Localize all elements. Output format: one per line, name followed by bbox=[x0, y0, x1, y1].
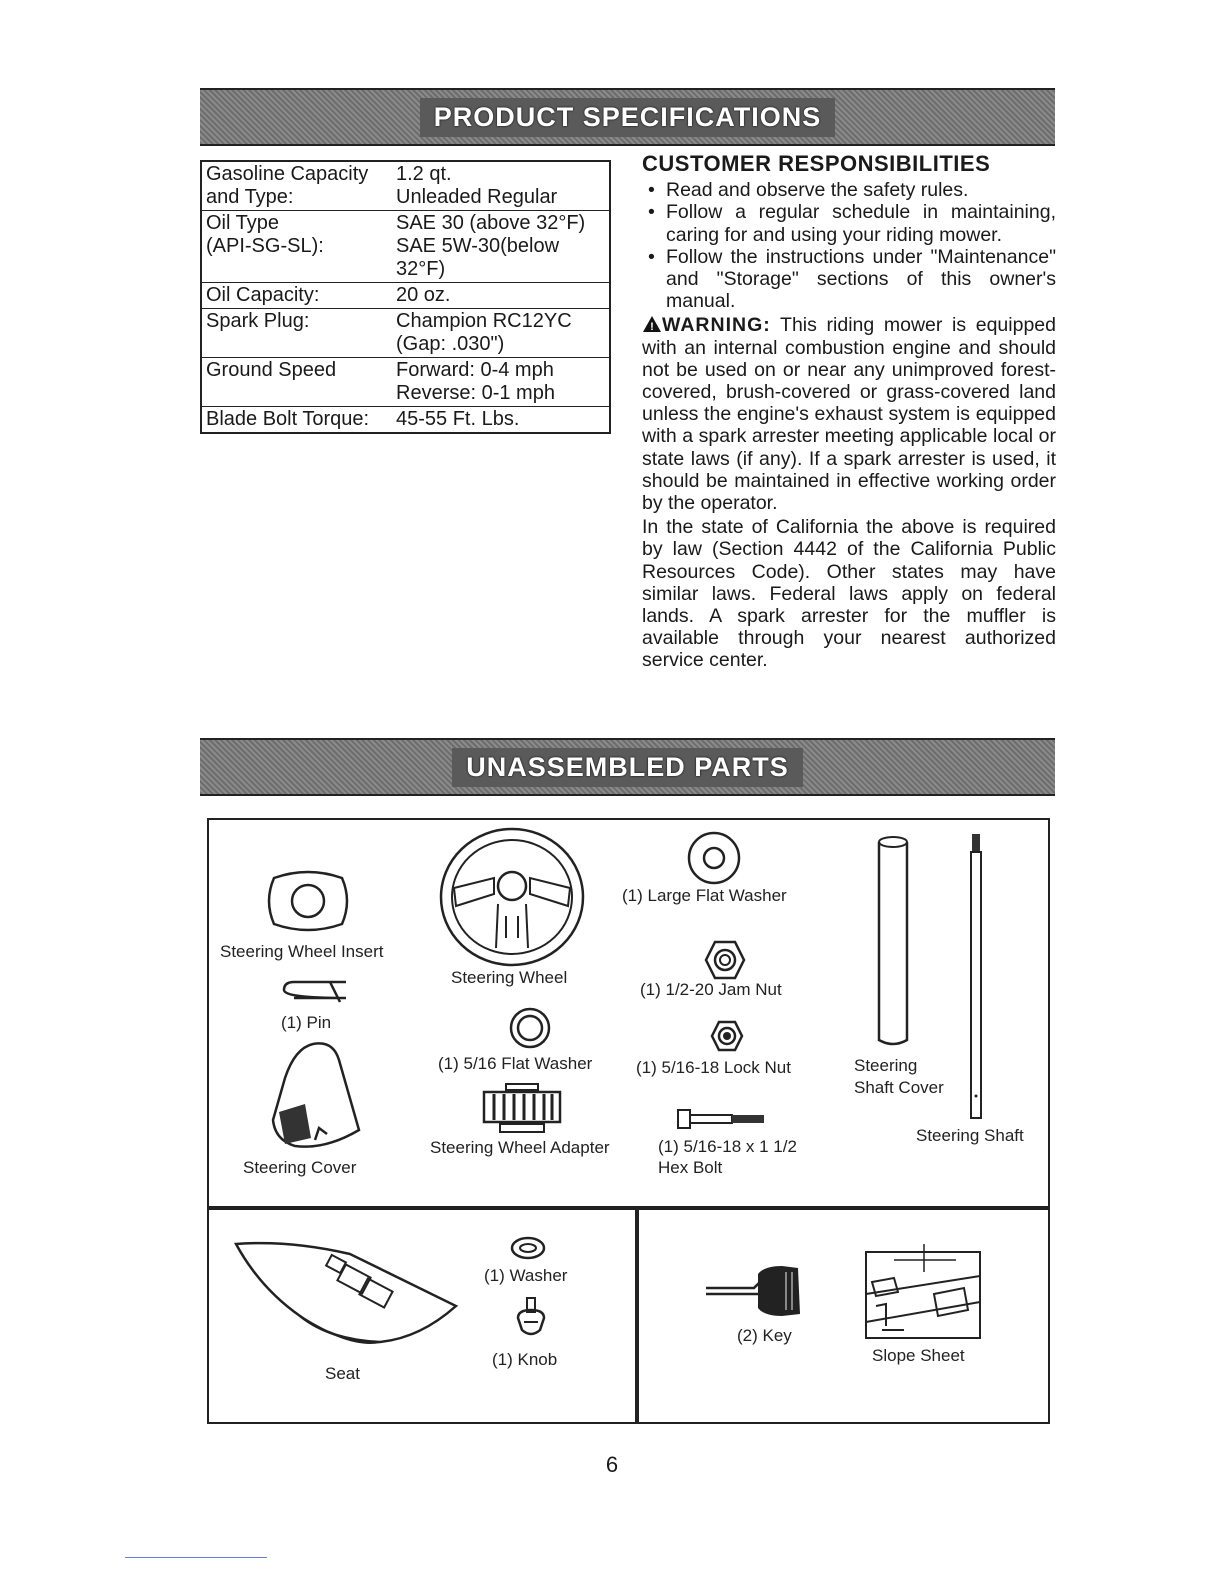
list-item: • Read and observe the safety rules. bbox=[642, 179, 1056, 201]
knob-icon bbox=[514, 1296, 548, 1340]
label-steering-wheel-insert: Steering Wheel Insert bbox=[220, 942, 384, 961]
label-jam-nut: (1) 1/2-20 Jam Nut bbox=[640, 980, 782, 999]
svg-text:!: ! bbox=[650, 321, 654, 334]
spec-value: 1.2 qt. Unleaded Regular bbox=[396, 163, 558, 208]
pin-icon bbox=[280, 978, 352, 1004]
washer-icon bbox=[510, 1236, 546, 1260]
steering-wheel-icon bbox=[438, 826, 586, 968]
spec-key: Oil Capacity: bbox=[206, 284, 320, 306]
label-key: (2) Key bbox=[737, 1326, 792, 1345]
california-paragraph: In the state of California the above is required by law (Section 4442 of the California Public Resources Code). Other states may have similar laws. Federal laws apply on federal lands. A spark arrester for the muffler is available through your nearest authorized service center. bbox=[642, 516, 1056, 672]
list-item: • Follow a regular schedule in maintaining, caring for and using your riding mower. bbox=[642, 201, 1056, 245]
responsibilities-title: CUSTOMER RESPONSIBILITIES bbox=[642, 151, 991, 176]
page-number: 6 bbox=[605, 1452, 619, 1477]
section-title-specs: PRODUCT SPECIFICATIONS bbox=[420, 98, 836, 137]
label-hex-bolt: Hex Bolt bbox=[658, 1158, 723, 1177]
flat-washer-icon bbox=[508, 1006, 552, 1050]
spec-key: Ground Speed bbox=[206, 359, 337, 381]
label-knob: (1) Knob bbox=[492, 1350, 558, 1369]
spec-value: SAE 30 (above 32°F) SAE 5W-30(below 32°F) bbox=[396, 212, 586, 280]
seat-icon bbox=[230, 1232, 466, 1352]
spec-value: Forward: 0-4 mph Reverse: 0-1 mph bbox=[396, 359, 555, 404]
spec-value: Champion RC12YC (Gap: .030") bbox=[396, 310, 572, 355]
table-row bbox=[201, 161, 610, 211]
label-flat-washer-516: (1) 5/16 Flat Washer bbox=[438, 1054, 593, 1073]
spec-key: Spark Plug: bbox=[206, 310, 310, 332]
steering-wheel-adapter-icon bbox=[480, 1082, 564, 1136]
slope-sheet-icon bbox=[864, 1242, 982, 1342]
steering-wheel-insert-icon bbox=[262, 866, 354, 936]
spec-key: Gasoline Capacity and Type: bbox=[206, 163, 369, 208]
warning-triangle-icon bbox=[642, 315, 662, 333]
table-row bbox=[201, 309, 610, 358]
large-flat-washer-icon bbox=[686, 830, 742, 886]
label-washer: (1) Washer bbox=[484, 1266, 568, 1285]
table-row bbox=[201, 211, 610, 283]
parts-box-key bbox=[635, 1206, 1050, 1424]
customer-responsibilities bbox=[642, 153, 1056, 672]
warning-text: This riding mower is equipped with an internal combustion engine and should not be used on or near any unimproved forest-covered, brush-covered or grass-covered land unless the engine's exhaust system is equipped with a spark arrester meeting applicable local or state laws (if any). If a spark arrester is used, it should be maintained in effective working order by the operator. bbox=[642, 314, 1056, 515]
section-banner-specs bbox=[200, 88, 1055, 146]
spec-value: 45-55 Ft. Lbs. bbox=[396, 408, 520, 430]
warning-paragraph bbox=[642, 314, 1056, 514]
label-slope-sheet: Slope Sheet bbox=[872, 1346, 965, 1365]
label-steering-shaft: Steering Shaft bbox=[916, 1126, 1024, 1145]
spec-value: 20 oz. bbox=[396, 284, 451, 306]
responsibilities-list bbox=[642, 179, 1056, 312]
footer-rule bbox=[125, 1557, 267, 1558]
jam-nut-icon bbox=[704, 940, 746, 980]
table-row bbox=[201, 358, 610, 407]
section-banner-parts bbox=[200, 738, 1055, 796]
key-icon bbox=[702, 1264, 802, 1318]
label-lock-nut: (1) 5/16-18 Lock Nut bbox=[636, 1058, 791, 1077]
label-seat: Seat bbox=[325, 1364, 360, 1383]
steering-shaft-icon bbox=[966, 832, 986, 1122]
label-steering-shaft-cover-line2: Shaft Cover bbox=[854, 1078, 944, 1097]
steering-cover-icon bbox=[255, 1040, 367, 1152]
label-hex-bolt-size: (1) 5/16-18 x 1 1/2 bbox=[658, 1137, 797, 1156]
label-steering-wheel-adapter: Steering Wheel Adapter bbox=[430, 1138, 610, 1157]
lock-nut-icon bbox=[710, 1020, 744, 1052]
table-row bbox=[201, 407, 610, 434]
table-row bbox=[201, 283, 610, 309]
steering-shaft-cover-icon bbox=[876, 834, 910, 1050]
label-steering-wheel: Steering Wheel bbox=[451, 968, 568, 987]
specs-table bbox=[200, 160, 611, 434]
label-large-flat-washer: (1) Large Flat Washer bbox=[622, 886, 787, 905]
section-title-parts: UNASSEMBLED PARTS bbox=[452, 748, 803, 787]
list-item: • Follow the instructions under "Maintenance" and "Storage" sections of this owner's manual. bbox=[642, 246, 1056, 313]
label-steering-cover: Steering Cover bbox=[243, 1158, 357, 1177]
spec-key: Blade Bolt Torque: bbox=[206, 408, 370, 430]
label-pin: (1) Pin bbox=[281, 1013, 332, 1032]
spec-key: Oil Type (API-SG-SL): bbox=[206, 212, 324, 257]
label-steering-shaft-cover-line1: Steering bbox=[854, 1056, 918, 1075]
hex-bolt-icon bbox=[676, 1108, 766, 1130]
warning-label: WARNING: bbox=[662, 314, 771, 337]
